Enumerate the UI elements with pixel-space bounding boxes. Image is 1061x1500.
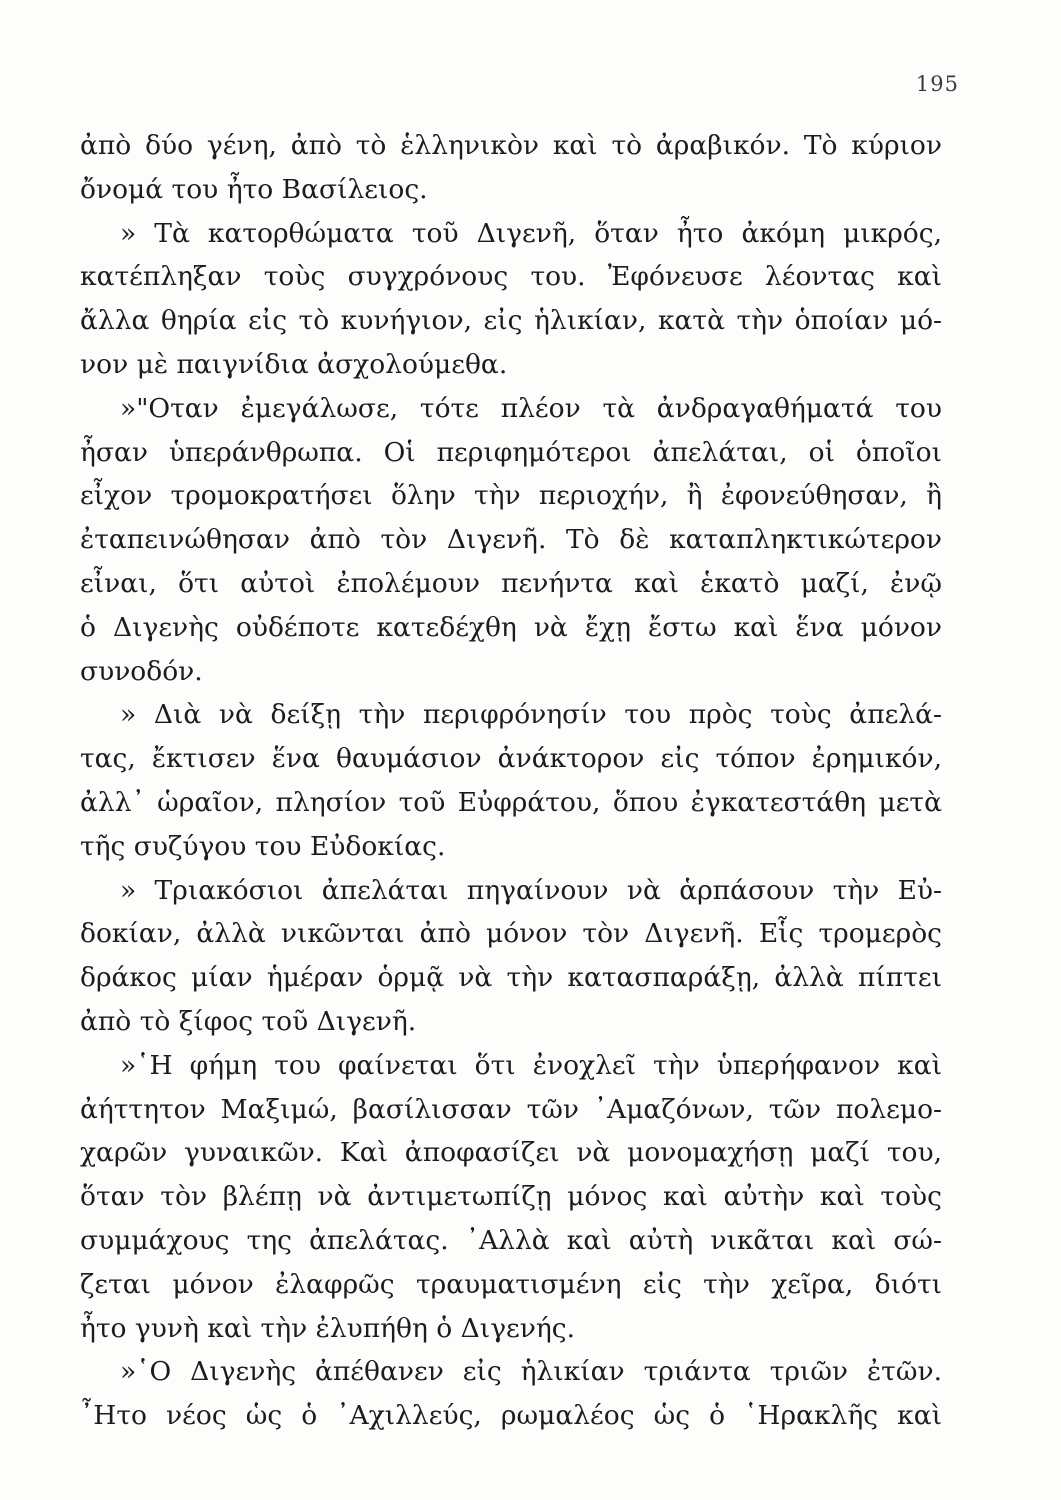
- text-line: συνοδόν.: [80, 655, 203, 687]
- paragraph: [80, 212, 942, 387]
- text-line: » Τὰ κατορθώματα τοῦ Διγενῆ, ὅταν ἦτο ἀκόμη μικρός,: [120, 217, 942, 249]
- text-line: ἀπὸ τὸ ξίφος τοῦ Διγενῆ.: [80, 1005, 417, 1037]
- text-line: ἦτο γυνὴ καὶ τὴν ἐλυπήθη ὁ Διγενής.: [80, 1312, 576, 1344]
- text-line: ἀήττητον Μαξιμώ, βασίλισσαν τῶν ᾿Αμαζόνων, τῶν πολεμο-: [80, 1093, 942, 1125]
- paragraph: [80, 124, 942, 212]
- text-line: ὄνομά του ἦτο Βασίλειος.: [80, 173, 428, 205]
- text-line: ἦσαν ὑπεράνθρωπα. Οἱ περιφημότεροι ἀπελάται, οἱ ὁποῖοι: [80, 436, 942, 468]
- text-line: »"Οταν ἐμεγάλωσε, τότε πλέον τὰ ἀνδραγαθήματά του: [120, 392, 942, 424]
- text-line: συμμάχους της ἀπελάτας. ᾿Αλλὰ καὶ αὐτὴ νικᾶται καὶ σώ-: [80, 1224, 942, 1256]
- text-line: ζεται μόνον ἐλαφρῶς τραυματισμένη εἰς τὴν χεῖρα, διότι: [80, 1268, 942, 1300]
- body-text: [80, 124, 942, 1438]
- text-line: » Διὰ νὰ δείξῃ τὴν περιφρόνησίν του πρὸς τοὺς ἀπελά-: [120, 699, 942, 731]
- text-line: » Τριακόσιοι ἀπελάται πηγαίνουν νὰ ἁρπάσουν τὴν Εὐ-: [120, 874, 942, 906]
- text-line: ὅταν τὸν βλέπῃ νὰ ἀντιμετωπίζῃ μόνος καὶ αὐτὴν καὶ τοὺς: [80, 1181, 942, 1213]
- text-line: δοκίαν, ἀλλὰ νικῶνται ἀπὸ μόνον τὸν Διγενῆ. Εἷς τρομερὸς: [80, 918, 942, 950]
- text-line: τας, ἔκτισεν ἕνα θαυμάσιον ἀνάκτορον εἰς τόπον ἐρημικόν,: [80, 743, 942, 775]
- text-line: νον μὲ παιγνίδια ἀσχολούμεθα.: [80, 348, 508, 380]
- text-line: τῆς συζύγου του Εὐδοκίας.: [80, 830, 446, 862]
- text-line: ἄλλα θηρία εἰς τὸ κυνήγιον, εἰς ἡλικίαν, κατὰ τὴν ὁποίαν μό-: [80, 305, 942, 337]
- text-line: εἶναι, ὅτι αὐτοὶ ἐπολέμουν πενήντα καὶ ἑκατὸ μαζί, ἐνῷ: [80, 567, 942, 599]
- text-line: ὁ Διγενὴς οὐδέποτε κατεδέχθη νὰ ἔχῃ ἔστω καὶ ἕνα μόνον: [80, 611, 942, 643]
- text-line: εἶχον τρομοκρατήσει ὅλην τὴν περιοχήν, ἢ ἐφονεύθησαν, ἢ: [80, 480, 942, 512]
- paragraph: [80, 387, 942, 694]
- text-line: ῏Ητο νέος ὡς ὁ ᾿Αχιλλεύς, ρωμαλέος ὡς ὁ ῾Ηρακλῆς καὶ: [80, 1400, 942, 1432]
- paragraph: [80, 869, 942, 1044]
- paragraph: [80, 693, 942, 868]
- text-line: »῾Ο Διγενὴς ἀπέθανεν εἰς ἡλικίαν τριάντα τριῶν ἐτῶν.: [120, 1356, 942, 1388]
- page-number: 195: [915, 72, 959, 96]
- text-line: ἀλλ᾽ ὡραῖον, πλησίον τοῦ Εὐφράτου, ὅπου ἐγκατεστάθη μετὰ: [80, 786, 942, 818]
- text-line: χαρῶν γυναικῶν. Καὶ ἀποφασίζει νὰ μονομαχήσῃ μαζί του,: [80, 1137, 942, 1169]
- text-line: ἐταπεινώθησαν ἀπὸ τὸν Διγενῆ. Τὸ δὲ καταπληκτικώτερον: [80, 524, 942, 556]
- text-line: »῾Η φήμη του φαίνεται ὅτι ἐνοχλεῖ τὴν ὑπερήφανον καὶ: [120, 1049, 942, 1081]
- paragraph: [80, 1350, 942, 1438]
- text-line: ἀπὸ δύο γένη, ἀπὸ τὸ ἑλληνικὸν καὶ τὸ ἀραβικόν. Τὸ κύριον: [80, 130, 942, 161]
- paragraph: [80, 1044, 942, 1351]
- text-line: κατέπληξαν τοὺς συγχρόνους του. Ἐφόνευσε λέοντας καὶ: [80, 261, 942, 293]
- text-line: δράκος μίαν ἡμέραν ὁρμᾷ νὰ τὴν κατασπαράξῃ, ἀλλὰ πίπτει: [80, 962, 942, 994]
